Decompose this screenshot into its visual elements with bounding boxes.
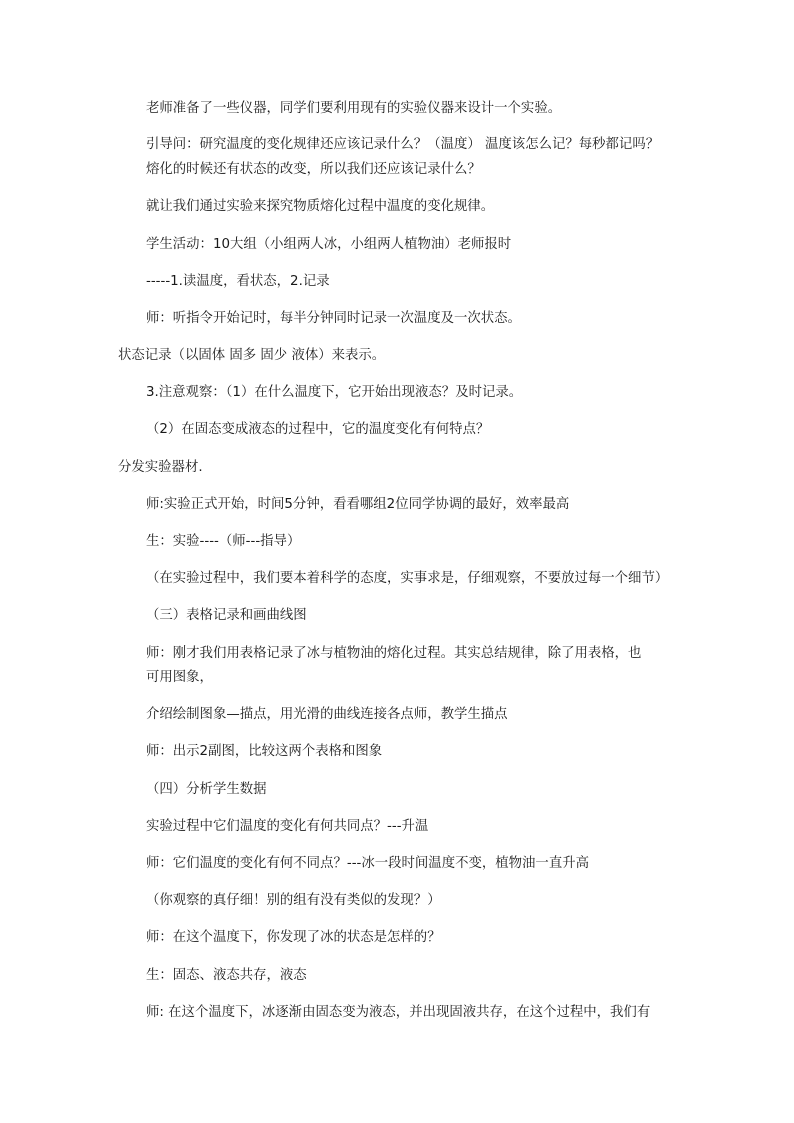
text-line: 引导问：研究温度的变化规律还应该记录什么？（温度） 温度该怎么记？每秒都记吗？ xyxy=(146,137,660,152)
text-line: 生：实验----（师---指导） xyxy=(146,534,301,549)
text-line: 老师准备了一些仪器，同学们要利用现有的实验仪器来设计一个实验。 xyxy=(146,101,562,116)
text-line: 状态记录（以固体 固多 固少 液体）来表示。 xyxy=(118,348,386,363)
text-line: 实验过程中它们温度的变化有何共同点？---升温 xyxy=(146,819,429,834)
text-line: 师：刚才我们用表格记录了冰与植物油的熔化过程。其实总结规律，除了用表格，也 xyxy=(146,646,642,661)
text-line: 师: 在这个温度下，冰逐渐由固态变为液态，并出现固液共存，在这个过程中，我们有 xyxy=(146,1005,651,1020)
text-line: 师：在这个温度下，你发现了冰的状态是怎样的？ xyxy=(146,930,441,945)
text-line: （在实验过程中，我们要本着科学的态度，实事求是，仔细观察，不要放过每一个细节） xyxy=(146,571,669,586)
text-line: 师:实验正式开始，时间5分钟，看看哪组2位同学协调的最好，效率最高 xyxy=(146,497,570,512)
text-line: （2）在固态变成液态的过程中，它的温度变化有何特点？ xyxy=(146,422,490,437)
text-line: 师：它们温度的变化有何不同点？---冰一段时间温度不变，植物油一直升高 xyxy=(146,856,589,871)
text-line: 3.注意观察：（1）在什么温度下，它开始出现液态？及时记录。 xyxy=(146,385,523,400)
text-line: 师：出示2副图，比较这两个表格和图象 xyxy=(146,744,383,759)
text-line: 介绍绘制图象—描点，用光滑的曲线连接各点师，教学生描点 xyxy=(146,707,508,722)
text-line: （三）表格记录和画曲线图 xyxy=(146,608,307,623)
text-line: 可用图象， xyxy=(146,670,213,685)
text-line: （四）分析学生数据 xyxy=(146,782,267,797)
text-line: 就让我们通过实验来探究物质熔化过程中温度的变化规律。 xyxy=(146,199,495,214)
text-line: -----1.读温度，看状态，2.记录 xyxy=(146,274,330,289)
text-line: 生：固态、液态共存，液态 xyxy=(146,968,307,983)
text-line: 熔化的时候还有状态的改变，所以我们还应该记录什么？ xyxy=(146,162,481,177)
text-line: （你观察的真仔细！别的组有没有类似的发现？） xyxy=(146,893,441,908)
text-line: 师：听指令开始记时，每半分钟同时记录一次温度及一次状态。 xyxy=(146,311,521,326)
text-line: 分发实验器材. xyxy=(118,460,203,475)
text-line: 学生活动：10大组（小组两人冰，小组两人植物油）老师报时 xyxy=(146,237,512,252)
